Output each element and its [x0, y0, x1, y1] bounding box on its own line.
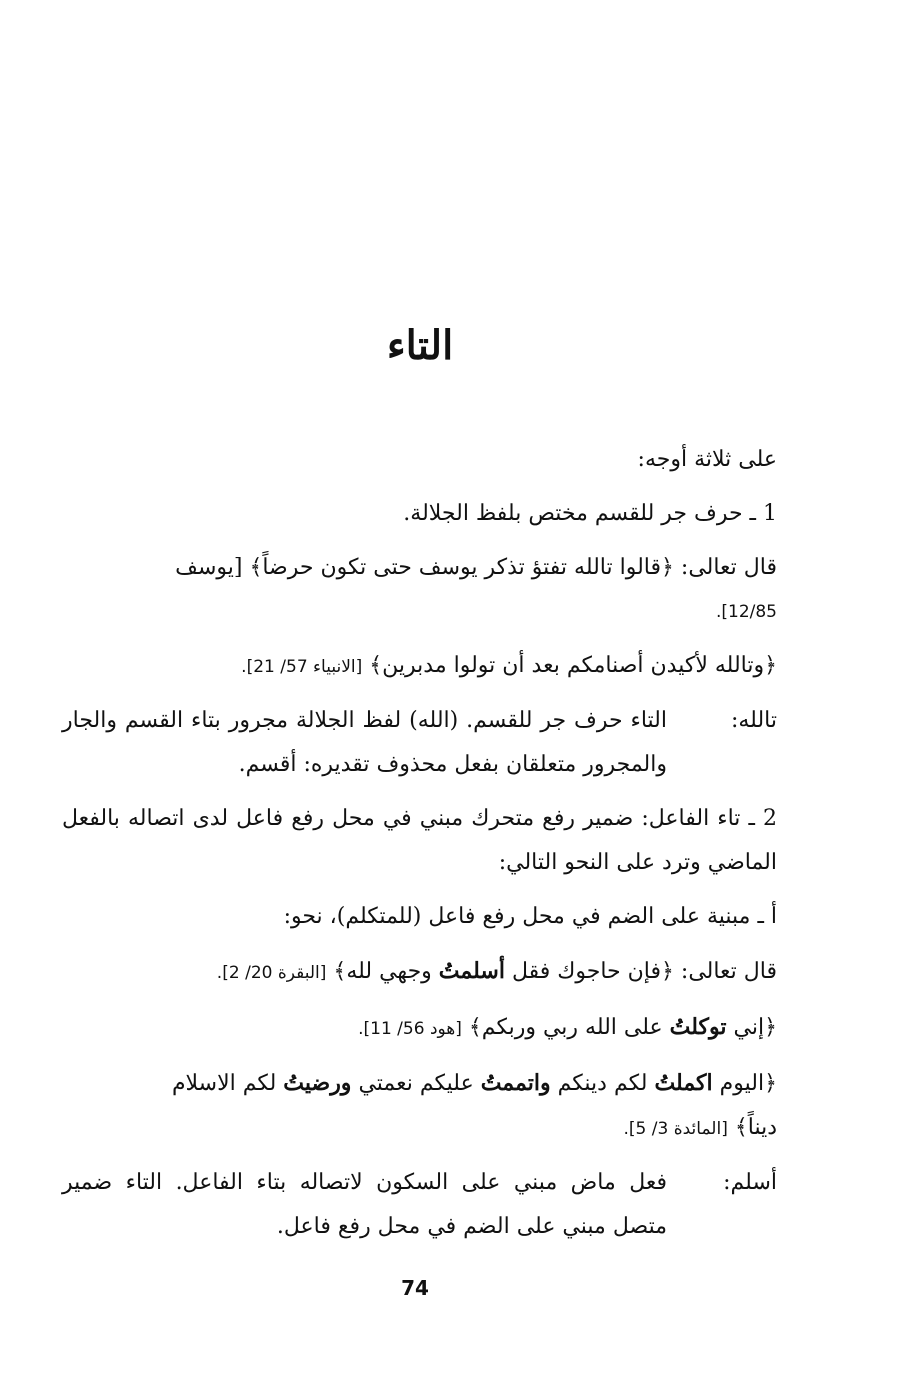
ex1-ref: [البقرة 20/ 2]. [216, 963, 327, 983]
section-1-example-1 [62, 546, 777, 634]
ex3-part-4: لكم الاسلام [171, 1071, 277, 1096]
gloss-label: تالله: [730, 708, 777, 733]
ex3-line-2 [62, 1106, 777, 1151]
page-number: 74 [401, 1276, 429, 1300]
gloss-label: أسلم: [723, 1170, 777, 1195]
gloss-text: التاء حرف جر للقسم. (الله) لفظ الجلالة مجرور بتاء القسم والجار والمجرور متعلقان بفعل محذوف تقديره: أقسم. [62, 708, 667, 777]
ex3-part-2: لكم دينكم [557, 1071, 648, 1096]
intro-text: على ثلاثة أوجه: [637, 447, 777, 472]
ex2-bold-word: توكلتُ [669, 1014, 727, 1040]
ex1-bold-word: أسلمتُ [438, 958, 505, 984]
gloss-text: فعل ماض مبني على السكون لاتصاله بتاء الفاعل. التاء ضمير متصل مبني على الضم في محل رفع فاعل. [62, 1170, 667, 1239]
ex3-bold-1: اكملتُ [654, 1070, 713, 1096]
gloss-aslam [62, 1161, 777, 1249]
example-2-verse: ﴿وتالله لأكيدن أصنامكم بعد أن تولوا مدبرين﴾ [369, 653, 777, 678]
page-content [62, 438, 777, 1259]
ex1-suffix: وجهي لله﴾ [333, 959, 432, 984]
ex3-part-3: عليكم نعمتي [358, 1071, 474, 1096]
ex3-bold-2: واتممتُ [480, 1070, 551, 1096]
section-2-example-1 [62, 949, 777, 995]
page-title: التاء [386, 322, 454, 369]
section-1-heading: 1 ـ حرف جر للقسم مختص بلفظ الجلالة. [403, 501, 777, 526]
ex3-line-1 [62, 1061, 777, 1106]
example-1-ref: 12/85]. [715, 602, 777, 622]
section-2-example-2 [62, 1005, 777, 1051]
ex3-line-2-text: ديناً﴾ [734, 1115, 777, 1140]
example-1-line-1: قال تعالى: ﴿قالوا تالله تفتؤ تذكر يوسف حتى تكون حرضاً﴾ [يوسف [175, 555, 777, 580]
ex3-part-1: ﴿اليوم [719, 1071, 777, 1096]
example-2-ref: [الانبياء 57/ 21]. [241, 657, 363, 677]
ex2-open: ﴿إني [733, 1015, 777, 1040]
ex1-prefix: قال تعالى: ﴿فإن حاجوك فقل [511, 959, 777, 984]
ex2-suffix: على الله ربي وربكم﴾ [468, 1015, 663, 1040]
ex2-ref: [هود 56/ 11]. [358, 1019, 462, 1039]
section-2-example-3 [62, 1061, 777, 1151]
gloss-tallah [62, 699, 777, 787]
section-1-example-2 [62, 644, 777, 689]
ex3-ref: [المائدة 3/ 5]. [623, 1119, 728, 1139]
section-2-heading: 2 ـ تاء الفاعل: ضمير رفع متحرك مبني في محل رفع فاعل لدى اتصاله بالفعل الماضي وترد على النحو التالي: [62, 806, 777, 875]
section-2-sub-a: أ ـ مبنية على الضم في محل رفع فاعل (للمتكلم)، نحو: [283, 904, 777, 929]
ex3-bold-3: ورضيتُ [283, 1070, 352, 1096]
